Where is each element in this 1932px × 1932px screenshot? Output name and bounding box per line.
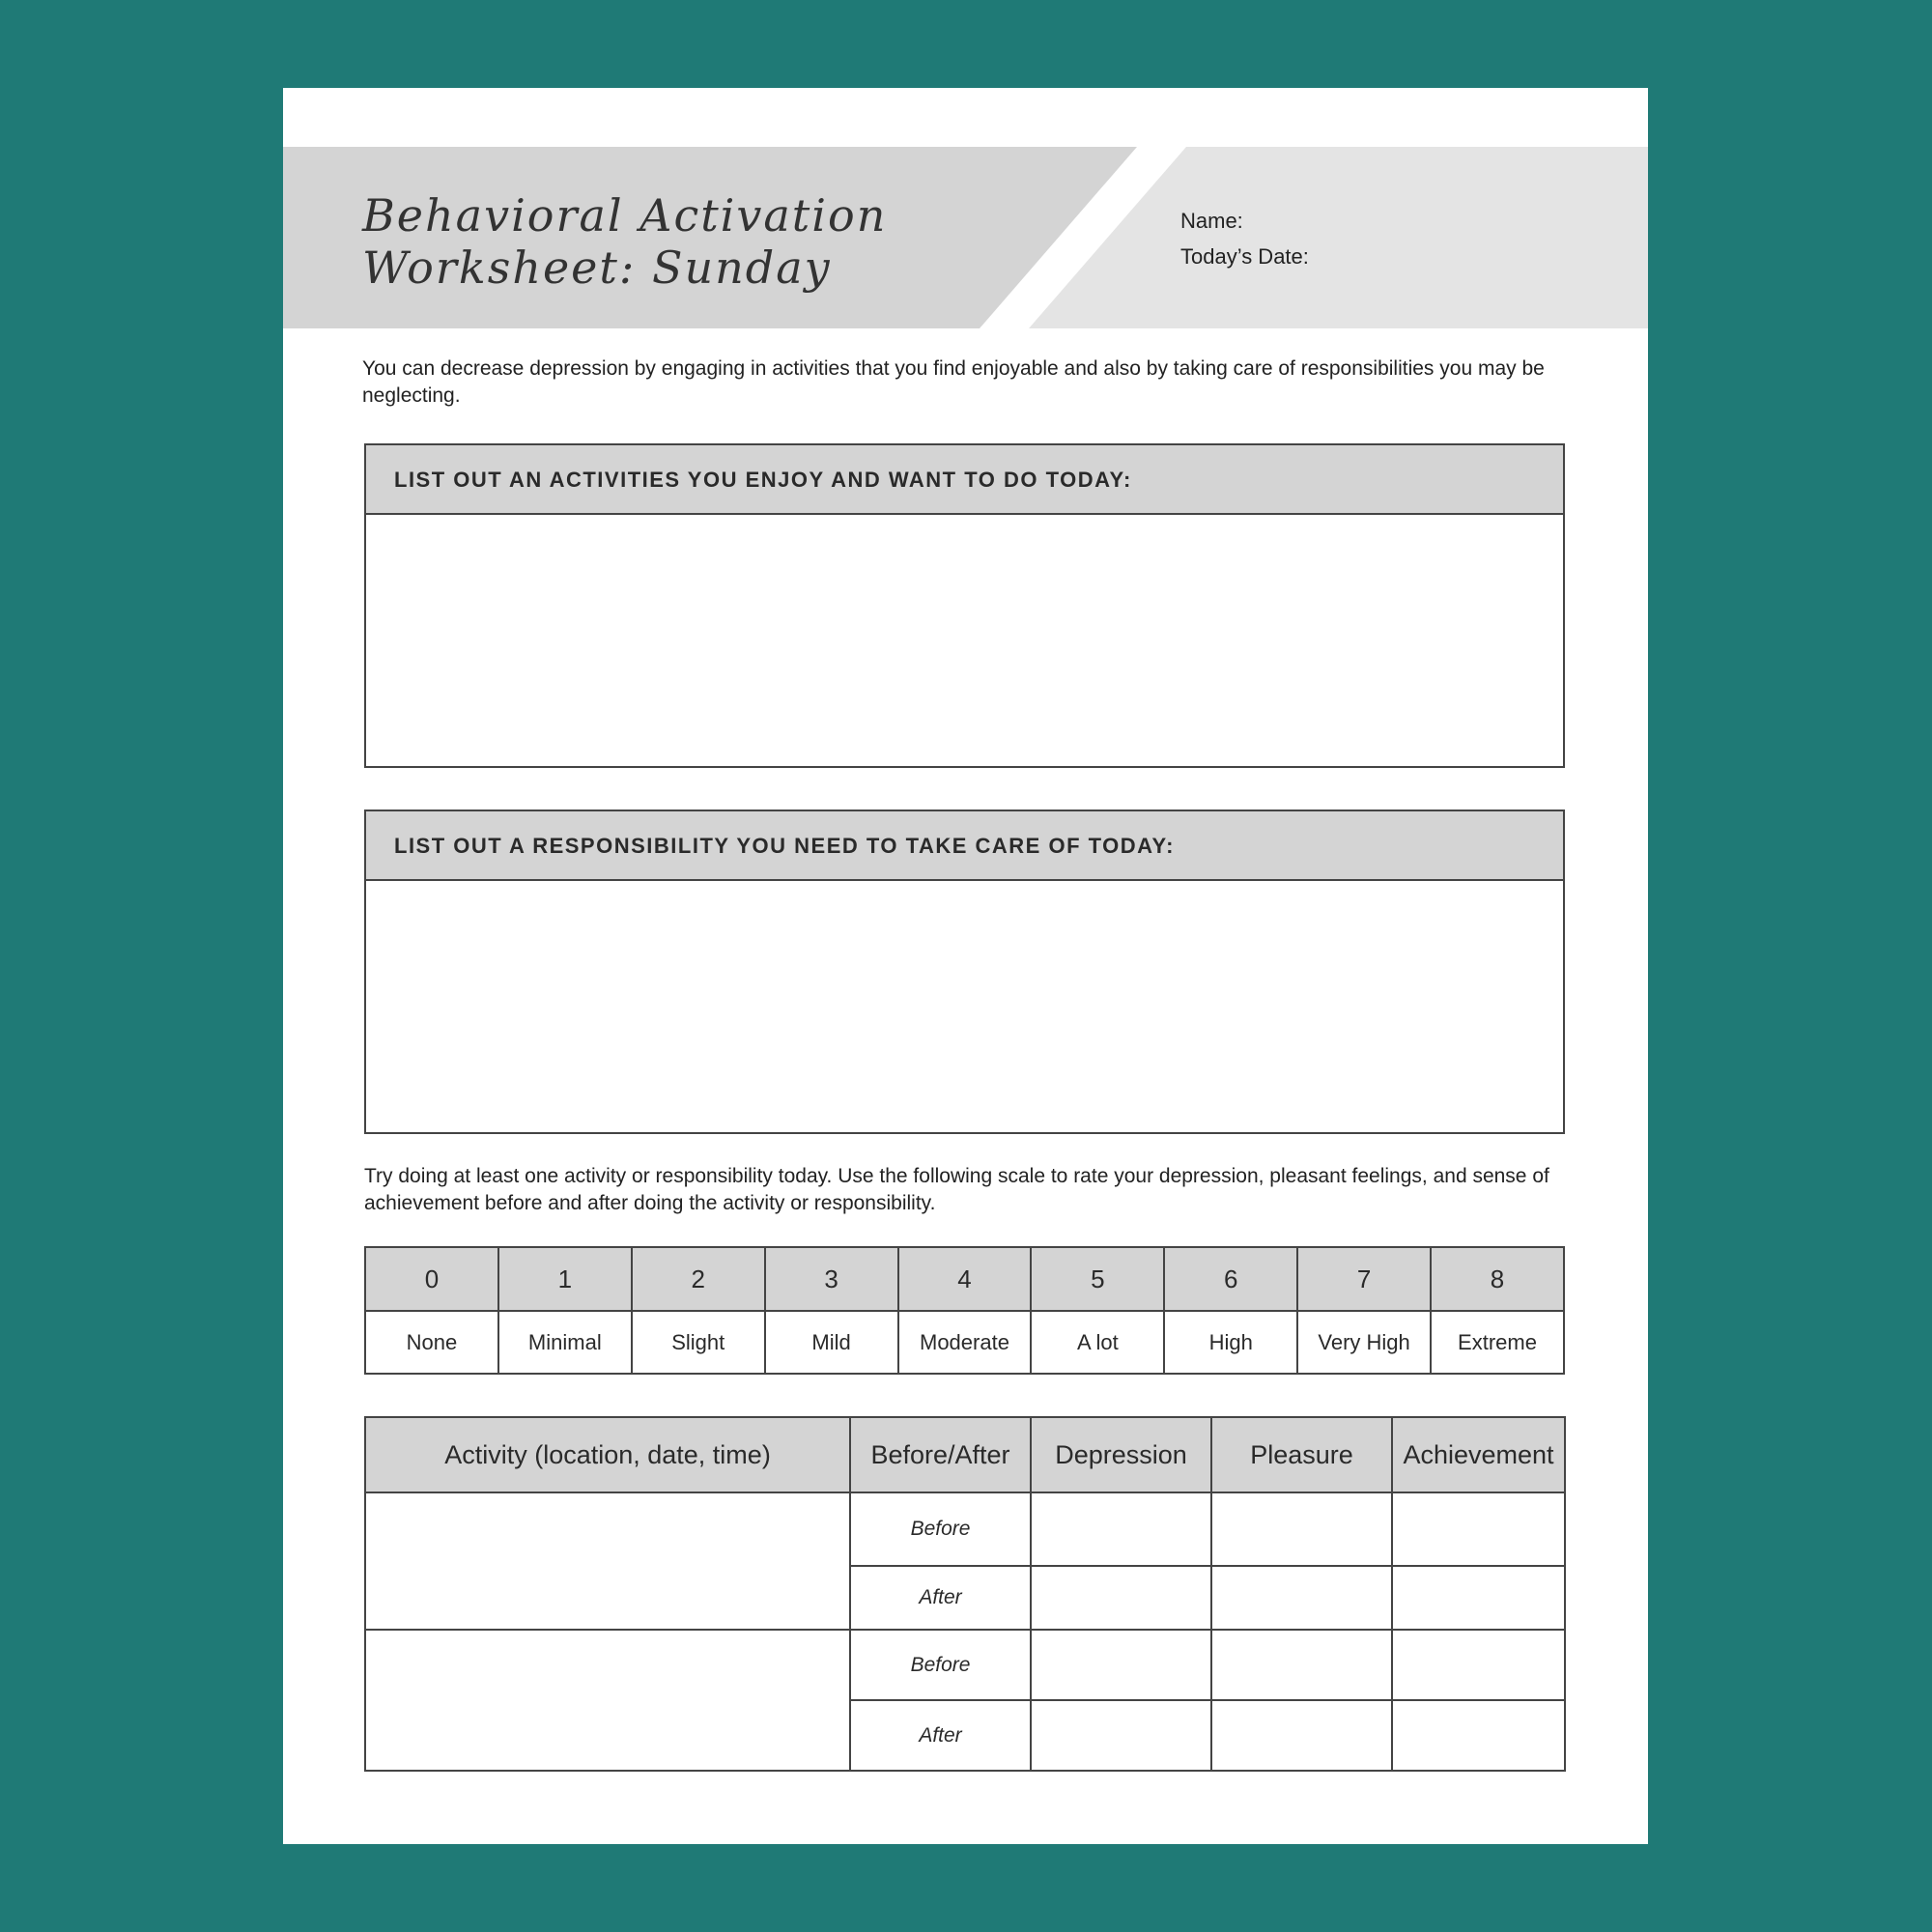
scale-label: Minimal [498, 1311, 632, 1374]
depression-cell[interactable] [1031, 1566, 1211, 1630]
scale-label: High [1164, 1311, 1297, 1374]
worksheet-page [283, 88, 1648, 1844]
achievement-cell[interactable] [1392, 1630, 1565, 1700]
before-after-cell: Before [850, 1492, 1031, 1566]
pleasure-cell[interactable] [1211, 1700, 1392, 1771]
scale-number: 8 [1431, 1247, 1564, 1311]
title-line-2: Worksheet: Sunday [362, 242, 832, 294]
scale-label: Mild [765, 1311, 898, 1374]
scale-number: 3 [765, 1247, 898, 1311]
depression-cell[interactable] [1031, 1630, 1211, 1700]
responsibility-heading: LIST OUT A RESPONSIBILITY YOU NEED TO TAKE CARE OF TODAY: [366, 811, 1563, 881]
scale-number: 4 [898, 1247, 1032, 1311]
col-depression: Depression [1031, 1417, 1211, 1492]
name-label[interactable]: Name: [1180, 209, 1243, 233]
pleasure-cell[interactable] [1211, 1492, 1392, 1566]
activities-box [364, 443, 1565, 768]
page-title [362, 189, 887, 294]
intro-text: You can decrease depression by engaging in activities that you find enjoyable and also by taking care of responsibilities you may be neglecting. [362, 357, 1545, 407]
scale-number: 0 [365, 1247, 498, 1311]
achievement-cell[interactable] [1392, 1700, 1565, 1771]
scale-label: Very High [1297, 1311, 1431, 1374]
rating-scale [364, 1246, 1565, 1375]
title-line-1: Behavioral Activation [362, 189, 888, 242]
before-after-cell: After [850, 1566, 1031, 1630]
scale-number: 6 [1164, 1247, 1297, 1311]
depression-cell[interactable] [1031, 1700, 1211, 1771]
pleasure-cell[interactable] [1211, 1566, 1392, 1630]
pleasure-cell[interactable] [1211, 1630, 1392, 1700]
before-after-cell: Before [850, 1630, 1031, 1700]
scale-label: Slight [632, 1311, 765, 1374]
scale-number: 2 [632, 1247, 765, 1311]
date-label[interactable]: Today’s Date: [1180, 244, 1309, 269]
scale-label: A lot [1031, 1311, 1164, 1374]
scale-label: None [365, 1311, 498, 1374]
activities-heading: LIST OUT AN ACTIVITIES YOU ENJOY AND WANT TO DO TODAY: [366, 445, 1563, 515]
col-before-after: Before/After [850, 1417, 1031, 1492]
scale-number: 7 [1297, 1247, 1431, 1311]
instructions-text: Try doing at least one activity or responsibility today. Use the following scale to rate your depression, pleasant feelings, and sense of achievement before and after doing the activity or responsibility. [364, 1165, 1549, 1214]
achievement-cell[interactable] [1392, 1492, 1565, 1566]
activity-cell[interactable] [365, 1630, 850, 1771]
responsibility-box [364, 810, 1565, 1134]
activity-rating-table [364, 1416, 1566, 1772]
achievement-cell[interactable] [1392, 1566, 1565, 1630]
scale-number: 5 [1031, 1247, 1164, 1311]
col-pleasure: Pleasure [1211, 1417, 1392, 1492]
activity-cell[interactable] [365, 1492, 850, 1630]
col-achievement: Achievement [1392, 1417, 1565, 1492]
before-after-cell: After [850, 1700, 1031, 1771]
col-activity: Activity (location, date, time) [365, 1417, 850, 1492]
scale-number: 1 [498, 1247, 632, 1311]
scale-label: Moderate [898, 1311, 1032, 1374]
activities-input-area[interactable] [366, 515, 1563, 766]
scale-label: Extreme [1431, 1311, 1564, 1374]
depression-cell[interactable] [1031, 1492, 1211, 1566]
responsibility-input-area[interactable] [366, 881, 1563, 1132]
